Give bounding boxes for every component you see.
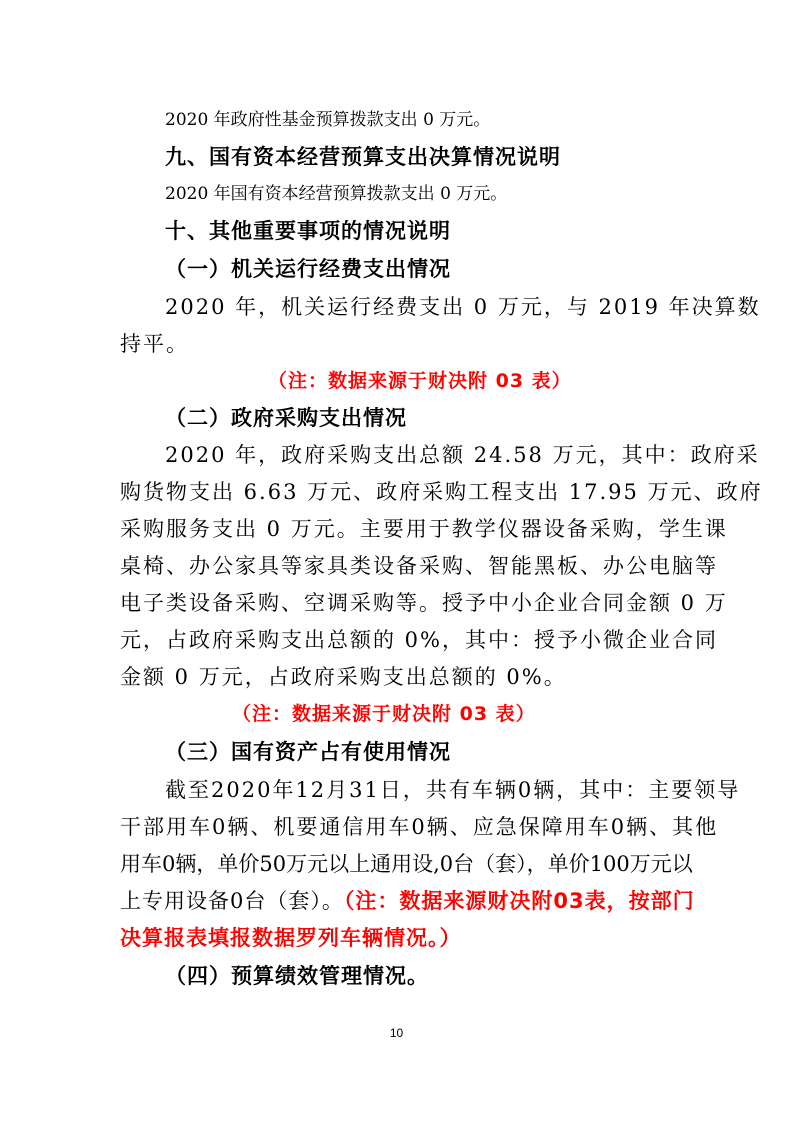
paragraph-3-line-1: 截至2020年12月31日，共有车辆0辆，其中：主要领导 <box>165 778 741 802</box>
inline-source-note: （注：数据来源财决附03表，按部门 <box>343 889 695 913</box>
fund-expenditure-line: 2020 年政府性基金预算拨款支出 0 万元。 <box>165 110 491 130</box>
paragraph-1-line-1: 2020 年，机关运行经费支出 0 万元，与 2019 年决算数 <box>165 295 761 319</box>
paragraph-3-line-2: 干部用车0辆、机要通信用车0辆、应急保障用车0辆、其他 <box>120 815 719 839</box>
subsection-heading-3: （三）国有资产占有使用情况 <box>165 740 451 764</box>
paragraph-3-line-4 <box>120 891 695 912</box>
section-heading-10: 十、其他重要事项的情况说明 <box>165 219 451 243</box>
subsection-heading-1: （一）机关运行经费支出情况 <box>165 257 451 281</box>
subsection-heading-2: （二）政府采购支出情况 <box>165 406 407 430</box>
paragraph-2-line-3: 采购服务支出 0 万元。主要用于教学仪器设备采购，学生课 <box>120 517 728 541</box>
source-note-1: （注：数据来源于财决附 03 表） <box>268 370 572 392</box>
subsection-heading-4: （四）预算绩效管理情况。 <box>165 964 429 988</box>
paragraph-3-line-5-note: 决算报表填报数据罗列车辆情况。） <box>120 926 462 950</box>
page-number: 10 <box>389 1026 404 1040</box>
capital-expenditure-line: 2020 年国有资本经营预算拨款支出 0 万元。 <box>165 184 508 204</box>
paragraph-2-line-5: 电子类设备采购、空调采购等。授予中小企业合同金额 0 万 <box>120 591 728 615</box>
paragraph-2-line-1: 2020 年，政府采购支出总额 24.58 万元，其中：政府采 <box>165 443 760 467</box>
paragraph-1-line-2: 持平。 <box>120 332 189 356</box>
source-note-2: （注：数据来源于财决附 03 表） <box>232 703 536 725</box>
section-heading-9: 九、国有资本经营预算支出决算情况说明 <box>165 145 561 169</box>
paragraph-3-line-4-text: 上专用设备0台（套）。 <box>120 889 344 913</box>
paragraph-2-line-6: 元，占政府采购支出总额的 0%，其中：授予小微企业合同 <box>120 628 718 652</box>
paragraph-3-line-3: 用车0辆，单价50万元以上通用设,0台（套），单价100万元以 <box>120 852 693 876</box>
paragraph-2-line-7: 金额 0 万元，占政府采购支出总额的 0%。 <box>120 665 567 689</box>
paragraph-2-line-2: 购货物支出 6.63 万元、政府采购工程支出 17.95 万元、政府 <box>120 480 763 504</box>
paragraph-2-line-4: 桌椅、办公家具等家具类设备采购、智能黑板、办公电脑等 <box>120 554 718 578</box>
